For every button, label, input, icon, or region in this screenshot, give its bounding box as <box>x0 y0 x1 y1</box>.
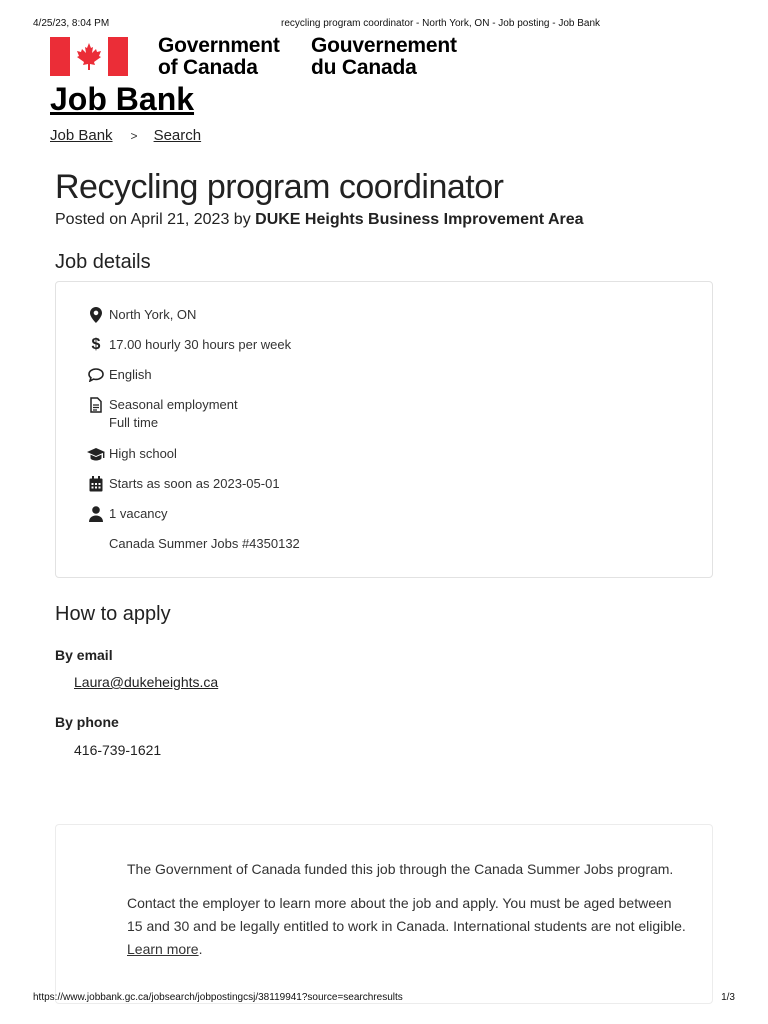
canada-flag-icon <box>50 37 128 76</box>
breadcrumb-separator: > <box>130 129 138 143</box>
document-icon <box>84 396 108 414</box>
breadcrumb <box>50 127 201 144</box>
site-title-link[interactable]: Job Bank <box>50 81 195 117</box>
csj-eligibility-text: Contact the employer to learn more about the job and apply. You must be aged between 15 and 30 and be legally entitled to work in Canada. International students are not eligible. Learn more. <box>127 895 686 957</box>
employment-type: Seasonal employment <box>109 397 238 412</box>
by-phone-label: By phone <box>55 714 119 730</box>
job-details-panel <box>55 281 713 578</box>
detail-vacancy: 1 vacancy <box>84 505 168 523</box>
breadcrumb-search-link[interactable]: Search <box>153 127 202 144</box>
speech-bubble-icon <box>84 366 108 384</box>
government-of-canada-wordmark: Government of Canada <box>158 34 280 79</box>
detail-location: North York, ON <box>84 306 196 324</box>
graduation-cap-icon <box>84 445 108 463</box>
map-pin-icon <box>84 306 108 324</box>
print-timestamp: 4/25/23, 8:04 PM <box>33 18 110 29</box>
page-title: Recycling program coordinator <box>55 168 504 206</box>
posted-line <box>55 211 584 229</box>
print-page-number: 1/3 <box>721 992 735 1003</box>
print-url: https://www.jobbank.gc.ca/jobsearch/jobpostingcsj/38119941?source=searchresults <box>33 992 403 1003</box>
detail-salary: $ 17.00 hourly 30 hours per week <box>84 336 291 354</box>
calendar-icon <box>84 475 108 493</box>
csj-funding-text: The Government of Canada funded this job through the Canada Summer Jobs program. <box>127 861 674 877</box>
breadcrumb-job-bank-link[interactable]: Job Bank <box>50 127 113 144</box>
employment-term: Full time <box>109 415 159 430</box>
phone-number: 416-739-1621 <box>74 742 162 758</box>
person-icon <box>84 505 108 523</box>
detail-language: English <box>84 366 152 384</box>
learn-more-link[interactable]: Learn more <box>127 941 199 957</box>
gouvernement-du-canada-wordmark: Gouvernement du Canada <box>311 34 457 79</box>
job-details-heading: Job details <box>55 251 151 273</box>
detail-education: High school <box>84 445 177 463</box>
dollar-icon: $ <box>91 336 101 353</box>
detail-start-date: Starts as soon as 2023-05-01 <box>84 475 280 493</box>
employer-name: DUKE Heights Business Improvement Area <box>255 211 584 228</box>
how-to-apply-heading: How to apply <box>55 603 171 625</box>
email-link[interactable]: Laura@dukeheights.ca <box>74 674 219 690</box>
print-document-title: recycling program coordinator - North York, ON - Job posting - Job Bank <box>281 18 601 29</box>
canada-summer-jobs-notice <box>55 824 713 1004</box>
detail-program: Canada Summer Jobs #4350132 <box>109 536 300 551</box>
detail-employment <box>84 396 238 432</box>
posted-date: Posted on April 21, 2023 by <box>55 211 256 228</box>
by-email-label: By email <box>55 647 113 663</box>
